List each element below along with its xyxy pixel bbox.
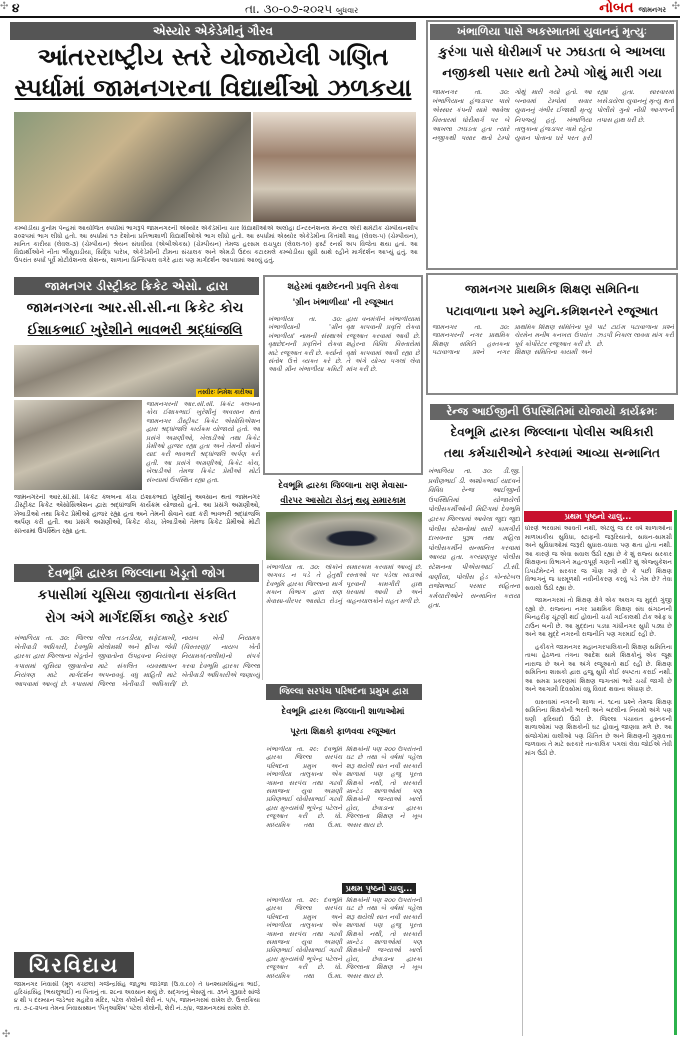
continued-paragraph: જામનગરમાં તો શિક્ષણ ક્ષેત્રે એક અલગ જ મુદ્દો ગુંજી રહ્યો છે. રાજ્યના નગર પ્રાથમિક શિક્ષણ સંઘ સંગઠનની બિનહરીફ ચૂંટણી થઈ હોવાની ચર્ચા ગઈકાલથી ટોક ઓફ ધ ટાઉન બની છે. આ મુદ્દાના પડઘા ગાંધીનગર સુધી પડ્યા છે અને આ મુદ્દે નગરની રાજનીતિ પણ ગરમાઈ રહી છે.: [525, 597, 672, 638]
date: તા. ૩૦-૦૭-૨૦૨૫: [245, 2, 333, 16]
police-headline: [426, 422, 678, 464]
teachers-headline-line1: દેવભૂમિ દ્વારકા જિલ્લાની શાળાઓમાં: [281, 707, 405, 717]
cricket-headline-line2: ઈશાકભાઈ ખુરેશીને ભાવભરી શ્રદ્ધાંજલિ: [27, 322, 243, 338]
accident-kicker: ખંભાળિયા પાસે અકસ્માતમાં યુવાનનું મૃત્યુઃ: [430, 24, 674, 40]
math-headline-line2: સ્પર્ધામાં જામનગરના વિદ્યાર્થીઓ ઝળકયા: [14, 74, 412, 102]
logo-sub: જામનગર: [638, 5, 666, 14]
farmers-body: ખંભાળિયા તા. ૩૦: જિલ્લા ખેતીવાડી અધિકારી, દેવભૂમિ દ્વારકા દ્વારા જિલ્લાના ખેડૂતોને કપાસમાં ચૂસિયા જીવાતોના નિયંત્રણ માટે માર્ગદર્શન આપવામાં આવ્યું છે. કપાસમાં લીલા તડતડીયા, સફેદમાખી, મોલોમશી અને થ્રીપ્સ જેવી જીવાતોના ઉપદ્રવના નિયંત્રણ માટે સંકલિત વ્યવસ્થાપન અપનાવવું. વધુ માહિતી માટે જિલ્લા ખેતીવાડી અધિકારી/ નાયબ ખેતી નિયામક (વિસ્તરણ)/ નાયબ ખેતી નિયામક(તાલીમ)નો સંપર્ક કરવા દેવભૂમિ દ્વારકા જિલ્લા ખેતીવાડી અધિકારીએ જણાવ્યું છે.: [14, 634, 260, 689]
green-headline-line2: 'ગ્રીન ખંભાળીયા' ની રજૂઆત: [292, 298, 394, 308]
math-kicker: એસ્યોર એકેડેમીનું ગૌરવ: [10, 22, 416, 40]
ornament-icon: ✣: [2, 1029, 11, 1040]
municipal-headline: [428, 278, 676, 322]
column-rule: [262, 560, 263, 680]
green-body: ખંભાળીયા તા. ૩૦: ખંભાળીયાની 'ગ્રીન ખંભાળીયા' નામની સંસ્થાએ વૃક્ષછેદનની પ્રવૃત્તિને રોકવા માટે રજૂઆત કરી છે. કર્યાનો સંતોષ ઉત્તે વ્યક્ત કરે છે. આવી ગ્રીન ખંભાળીયા કમિટી દ્વારા વનમંત્રીને ખંભાળીયામાં વૃક્ષ કાપવાની પ્રવૃત્તિ રોકવા રજૂઆત કરવામાં આવી છે. શહેરના વિવિધ વિસ્તારોમાં વૃક્ષો કાપવામાં આવી રહ્યા છે તે અંગે યોગ્ય પગલાં લેવા માંગ કરી છે.: [268, 316, 420, 374]
green-headline-line1: શહેરમાં વૃક્ષછેદનની પ્રવૃત્તિ રોકવા: [287, 282, 399, 292]
newspaper-logo: [599, 0, 666, 16]
teachers-headline-line2: પૂરતા શિક્ષકો ફાળવવા રજૂઆત: [290, 727, 396, 737]
teachers-kicker: જિલ્લા સરપંચ પરિષદના પ્રમુખ દ્વારા: [266, 684, 422, 700]
road-body: ખંભાળીયા તા. ૩૦: લોકોને અગવડ ન પડે તે હેતુથી દેવભૂમિ દ્વારકા જિલ્લાના માર્ગ મકાન વિભાગ દ્વારા રાણ મેવાસા-વીરપર આસોટા રોડનું સમારકામ કરવામાં આવ્યું છે. રસ્તાઓ પર પડેલા ખાડાઓ પૂરવાની કામગીરી હાથ ધરવામાં આવી છે અને વાહનચાલકોને રાહત મળી છે.: [266, 564, 422, 605]
continued-paragraph: વાસ્તવમાં નગરની શાળા નં. ૧૮ના પ્રશ્ને તેમજ શિક્ષણ સમિતિના શિક્ષકોની ભરતી અને બદલીના નિયમો અંગે પણ ઘણી ફરિયાદો ઉઠી છે. જિલ્લા પંચાયત હસ્તકની શાળાઓમાં પણ શિક્ષકોની ઘટ હોવાનું જાણવા મળે છે. આ સંજોગોમાં વાલીઓ પણ ચિંતિત છે અને શિક્ષણની ગુણવત્તા જળવાય તે માટે સરકારે તાત્કાલિક પગલાં લેવા જોઈએ તેવી માંગ ઉઠી છે.: [525, 698, 672, 757]
math-photo-students: [14, 112, 251, 222]
page-number: ૪: [12, 1, 20, 15]
farmers-headline: [12, 584, 262, 630]
farmers-headline-line2: રોગ અંગે માર્ગદર્શિકા જાહેર કરાઈ: [45, 610, 229, 626]
dateline: [245, 2, 358, 17]
cricket-headline-line1: જામનગરના આર.સી.સી.ના ક્રિકેટ કોચ: [26, 300, 244, 316]
continued-paragraph: ધોરણે ભરવામાં આવતી નથી, એટલું જ દર વર્ષે શાળાઓના માળખાકીય સુવિધા, સ્ટાફની જરૂરિયાતો, સાધન-સામગ્રી અને સુવિધાઓમાં જરૂરી સુધારા-વધારા પણ થતા હોતા નથી. આ કારણે જ એવા સવાલ ઉઠી રહ્યા છે કે શું રાજ્ય સરકાર શિક્ષણના વિભાગને મહત્વપૂર્ણ ગણતી નથી? શું એજ્યુકેશન ડિપાર્ટમેન્ટને સરકાર જ ગૌણ ગણે છે કે પછી શિક્ષણ વિભાગનું જ ધરમૂળથી નવીનીકરણ કરવું પડે તેમ છે? તેવા સવાલો ઉઠી રહ્યા છે.: [525, 525, 672, 592]
math-photo-ceremony: [253, 112, 416, 222]
math-headline: [10, 42, 416, 104]
column-rule: [522, 466, 523, 1036]
municipal-headline-line1: જામનગર પ્રાથમિક શિક્ષણ સમિતિના: [465, 282, 639, 296]
farmers-headline-line1: કપાસીમાં ચૂસિયા જીવાતોના સંકલિત: [37, 587, 237, 603]
cricket-body-col: જામનગરની આર.સી.સી. ક્રિકેટ ક્લબના કોચ ઈશાકભાઈ ખુરેશીનું અવસાન થતાં જામનગર ડીસ્ટ્રીક્ટ ક્રિકેટ એસોસિએશન દ્વારા શ્રદ્ધાંજલિ કાર્યક્રમ યોજાયો હતો. આ પ્રસંગે અગ્રણીઓ, ખેલાડીઓ તથા ક્રિકેટ પ્રેમીઓ હાજર રહ્યા હતા અને તેમની સેવાને યાદ કરી ભાવભરી શ્રદ્ધાંજલિ અર્પણ કરી હતી. આ પ્રસંગે અગ્રણીઓ, ક્રિકેટ કોચ, ખેલાડીઓ તેમજ ક્રિકેટ પ્રેમીઓ મોટી સંખ્યામાં ઉપસ્થિત રહ્યા હતા.: [146, 401, 260, 484]
teachers-headline: [262, 702, 424, 742]
accident-headline: [428, 42, 676, 84]
green-border-rule: [674, 510, 677, 1035]
police-headline-line2: તથા કર્મચારીઓને કરવામાં આવ્યા સન્માનિત: [443, 446, 661, 460]
cricket-headline: [10, 297, 260, 341]
continued-banner: પ્રથમ પૃષ્ઠનો ચાલુ...: [524, 511, 672, 522]
road-headline: [262, 479, 424, 509]
police-body: ખંભાળિયા તા. ૩૦: ડી.જી. પ્રવીણભાઈ ડી. અશોકભાઈ યાદવને વિવિધ રેન્જ આઈજીની ઉપસ્થિતિમાં યોજાયેલી પોલીસકર્મીઓની મિટિંગમાં દેવભૂમિ દ્વારકા જિલ્લામાં આવેલા જુદા જુદા પોલીસ સ્ટેશનોમાં સારી કામગીરી દાખવનાર પુરૂષ તથા મહિલા પોલીસકર્મીને સન્માનિત કરવામાં આવ્યા હતા. કલ્યાણપુર પોલીસ સ્ટેશનના પીએસઆઈ ટી.સી. વાણીયા, પોલીસ હેડ કોન્સ્ટેબલ રાજેશભાઈ પરમાર સહિતના કર્મચારીઓને સન્માનિત કરાયા હતા.: [428, 467, 520, 610]
accident-body: જામનગર તા. ૩૦: ખંભાળિયાના હંજડાપર પાસે એસ્સાર કંપની સામે આવેલા વિસ્તારમાં ધોરીમાર્ગ પર બે આખલા ઝઘડતા હતા ત્યારે નજીકથી પસાર થતો ટેમ્પો ગોથું મારી ગયો હતો. આ બનાવમાં ટેમ્પોમાં સવાર યુવાનનું ગંભીર ઈજાથી મૃત્યુ નિપજ્યું હતું. ખંભાળિયા તાલુકાના હંજડાપર ગામે રહેતા યુવાન પોતાના ઘરે પરત ફરી રહ્યા હતા. સારવારમાં ખસેડાયેલા યુવાનનું મૃત્યુ થતાં પોલીસે ગુનો નોંધી આગળની તપાસ હાથ ધરી છે.: [432, 88, 674, 143]
ornament-icon: ✣: [0, 1, 9, 12]
logo-text: નોબત: [599, 0, 634, 16]
municipal-body: જામનગર તા. ૩૦: જામનગરની નગર પ્રાથમિક શિક્ષણ સમિતિ હસ્તકના પટાવાળાના પ્રશ્ને નગર પ્રાથમિક શિક્ષણ સમિતિના પૂર્વ ચેરમેન મનીષ કનખરા ઉપરાંત પૂર્વ કોર્પોરેટર રજૂઆત કરી છે. શિક્ષણ સમિતિના કાયમી અને પાર્ટ ટાઈમ પટાવાળાના પ્રશ્ને ઝડપી નિકાલ લાવવા માંગ કરી છે.: [432, 324, 674, 357]
farmers-kicker: દેવભૂમિ દ્વારકા જિલ્લાના ખેડૂતો જોગ: [14, 564, 259, 582]
obituary-body: જામનગર નિવાસી (મૂળ કચ્છલ) ગજેન્દ્રસિંહ જાડુભા જાડેજા (ઉ.વ.૮૦) તે ધનશ્યામસિંહના ભાઈ, હરિચંદ્રસિંહ (ભયલુભાઈ) ના પિતાનું તા. ૨૮ના અવસાન થયું છે. સદ્ગતનું બેસણું તા. ૩૧ને ગુરૂવારે સાંજે ૪ થી ૫ દરમ્યાન જડેશ્વર મહાદેવ મંદિર, પટેલ કોલોની શેરી નં. ૫/૫, જામનગરમાં રાખેલ છે. ઉત્તરક્રિયા તા. ૭-૮-૨૫ના તેમના નિવાસસ્થાન 'પિતૃઆશિષ' પટેલ કોલોની, શેરી નં.૭/૪, જામનગરમાં રાખેલ છે.: [14, 981, 260, 1012]
teachers-body-cont: ખંભાળીયા તા. ૨૯: દેવભૂમિ દ્વારકા જિલ્લા સરપંચ પરિષદના પ્રમુખ અને ખંભાળીયા તાલુકાના એક ગામના સરપંચ તથા ગઢવી સમાજના યુવા અગ્રણી પ્રવિણભાઈ ચોવીસાભાઈ ગઢવી દ્વારા મુખ્યમંત્રી ભૂપેન્દ્ર પટેલને રજૂઆત કરી છે. ધો. માધ્યમિક તથા ઉ.મા. શિક્ષકોની પણ ૨૦૦ ઉપરાંતની ઘટ છે તથા બે વર્ષમાં પહેલા શરૂ થયેલી સાત નવી સરકારી શાળામાં પણ હજુ પૂરતા શિક્ષકો નથી, તો સરકારી ગ્રાન્ટેડ શાળાઓમાં પણ શિક્ષકોની જગ્યાઓ ખાલી હોય, છેવાડાના દ્વારકા જિલ્લાના શિક્ષણ ને ખૂબ અસર થાય છે.: [266, 897, 422, 980]
accident-headline-line1: કુરંગા પાસે ધોરીમાર્ગ પર ઝઘડતા બે આખલા: [438, 45, 666, 60]
road-headline-line1: દેવભૂમિ દ્વારકા જિલ્લાના રાણ મેવાસા-: [278, 481, 408, 491]
green-headline: [264, 279, 422, 311]
police-headline-line1: દેવભૂમિ દ્વારકા જિલ્લાના પોલીસ અધિકારી: [450, 425, 654, 439]
cricket-photo-tribute: [14, 400, 142, 490]
teachers-continued-banner: પ્રથમ પૃષ્ઠનો ચાલુ...: [342, 883, 416, 894]
road-headline-line2: વીરપર આસોટા રોડનું થયુ સમારકામ: [280, 496, 406, 506]
cricket-kicker: જામનગર ડીસ્ટ્રીક્ટ ક્રિકેટ એસો. દ્વારા: [14, 277, 259, 295]
continued-body: [525, 525, 672, 1035]
cricket-body: જામનગરની આર.સી.સી. ક્રિકેટ ક્લબના કોચ ઈશાકભાઈ ખુરેશીનું અવસાન થતાં જામનગર ડીસ્ટ્રીક્ટ ક્રિકેટ એસોસિએશન દ્વારા શ્રદ્ધાંજલિ કાર્યક્રમ યોજાયો હતો. આ પ્રસંગે અગ્રણીઓ, ખેલાડીઓ તથા ક્રિકેટ પ્રેમીઓ હાજર રહ્યા હતા અને તેમની સેવાને યાદ કરી ભાવભરી શ્રદ્ધાંજલિ અર્પણ કરી હતી. આ પ્રસંગે અગ્રણીઓ, ક્રિકેટ કોચ, ખેલાડીઓ તેમજ ક્રિકેટ પ્રેમીઓ મોટી સંખ્યામાં ઉપસ્થિત રહ્યા હતા.: [14, 494, 260, 535]
continued-paragraph: હકીકતે જામનગર મહાનગરપાલિકાની શિક્ષણ સમિતિના તાબા હેઠળના તંત્રના આદેશ સામે શિક્ષકોનું એક જૂથ નારાજ છે અને આ અંગે રજૂઆતો થઈ રહી છે. શિક્ષણ સમિતિના શાસકો દ્વારા હજુ સુધી કોઈ સ્પષ્ટતા કરાઈ નથી. આ સમગ્ર પ્રકરણમાં શિક્ષણ જગતમાં ભારે ચર્ચા જાગી છે અને આગામી દિવસોમાં વધુ વિવાદ થવાના એંધાણ છે.: [525, 643, 672, 693]
teachers-body: ખંભાળીયા તા. ૨૯: દેવભૂમિ દ્વારકા જિલ્લા સરપંચ પરિષદના પ્રમુખ અને ખંભાળીયા તાલુકાના એક ગામના સરપંચ તથા ગઢવી સમાજના યુવા અગ્રણી પ્રવિણભાઈ ચોવીસાભાઈ ગઢવી દ્વારા મુખ્યમંત્રી ભૂપેન્દ્ર પટેલને રજૂઆત કરી છે. ધો. માધ્યમિક તથા ઉ.મા. શિક્ષકોની પણ ૨૦૦ ઉપરાંતની ઘટ છે તથા બે વર્ષમાં પહેલા શરૂ થયેલી સાત નવી સરકારી શાળામાં પણ હજુ પૂરતા શિક્ષકો નથી, તો સરકારી ગ્રાન્ટેડ શાળાઓમાં પણ શિક્ષકોની જગ્યાઓ ખાલી હોય, છેવાડાના દ્વારકા જિલ્લાના શિક્ષણ ને ખૂબ અસર થાય છે.: [266, 746, 422, 829]
road-photo: [266, 512, 422, 560]
police-kicker: રેન્જ આઈજીની ઉપસ્થિતિમાં યોજાયો કાર્યક્રમઃ: [430, 404, 674, 420]
weekday: બુધવાર: [336, 6, 359, 15]
accident-headline-line2: નજીકથી પસાર થતો ટેમ્પો ગોથું મારી ગયા: [442, 66, 662, 81]
ornament-icon: ✣: [671, 1, 680, 12]
municipal-headline-line2: પટાવાળાના પ્રશ્ને મ્યુનિ.કમિશનરને રજૂઆત: [445, 304, 659, 318]
obituary-title: ચિરવિદાય: [14, 952, 134, 978]
photo-credit: તસ્વીરઃ નિમેશ કારીઆ: [198, 389, 253, 396]
math-headline-line1: આંતરરાષ્ટ્રીય સ્તરે યોજાયેલી ગણિત: [37, 43, 389, 71]
math-body: કમ્બોડીયા કુનોમ પેન્હમાં આયોજિત સ્પર્ધામાં ભાગરૂપે જામનગરની એસ્યોર એકેડેમીના ચાર વિદ્યાર્થીઓએ અલોહા ઈન્ટરનેશનલ મેન્ટલ એરી થમેટીક ચેમ્પીયનશીપ ૨૦૨૫માં ભાગ લીધો હતો. આ સ્પર્ધામાં ૧૭ દેશોના પ્રતિભાશાળી વિદ્યાર્થીઓએ ભાગ લીધો હતો. આ સ્પર્ધામાં એસ્યોર એકેડેમીના કિંતાંશી શાહ (લેવલ-૫) (ચેમ્પીયન), માનિત કારીયા (લેવલ-૩) (ચેમ્પીયન) શ્રેયન સંઘવીયા (એબીએકસ) (ચેમ્પીયન) તેમજ હરસમ રાચપુરા (લેવલ-૧૦) ફર્સ્ટ રનર્સ અપ વિજેતા થયા હતાં. આ વિદ્યાર્થીઓને નીતા ભીંસુવાડીયા, સિદ્ધિ પારેખ, એકેડેમીની ટીમના સંચાલક અને એમડી ઉદય કટારમલે કમ્બોડીયા સુધી સાથે રહીને માર્ગદર્શન આપ્યું હતું. આ ઉપરાંત સ્પર્ધા પૂર્વે મોટીવેશનલ સેશન્સ, શાળાના પ્રિન્સિપાલ વગેરે દ્વારા પણ માર્ગદર્શન આપવામાં આવ્યું હતું.: [14, 225, 418, 264]
